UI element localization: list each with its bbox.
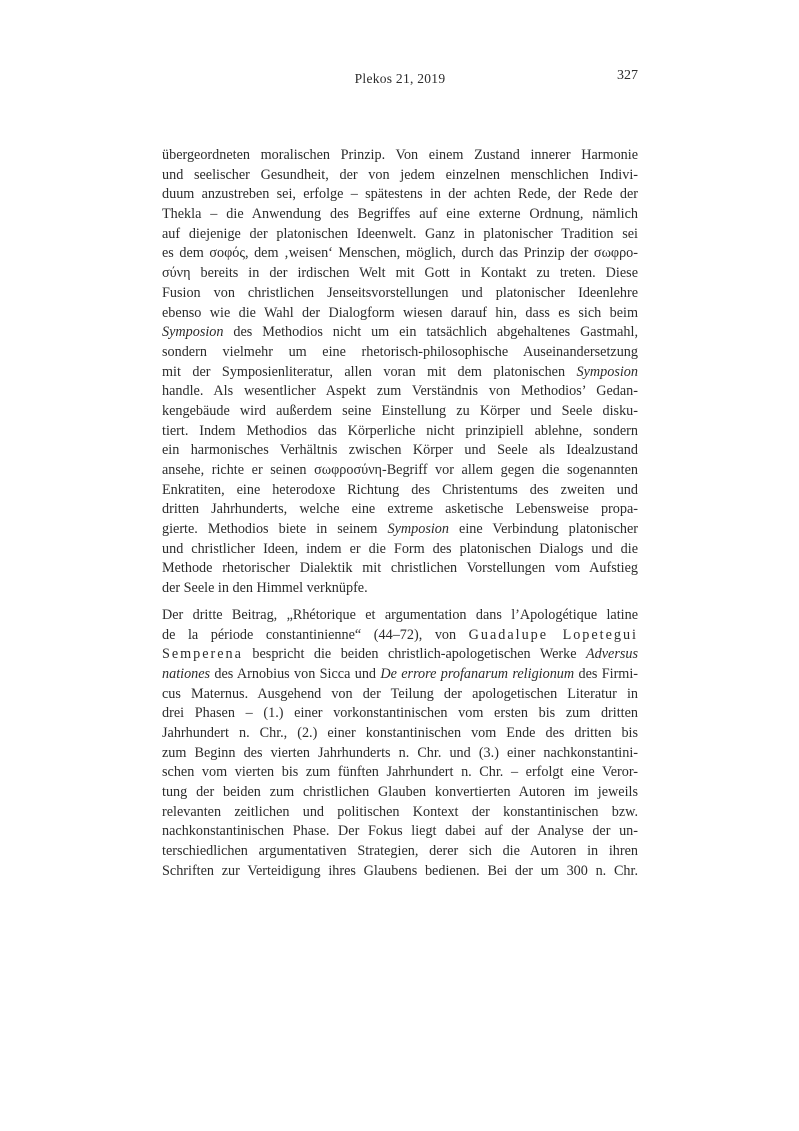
text-line — [162, 264, 638, 284]
body-text-segment: ansehe, richte er seinen σωφροσύνη-Begriff vor allem gegen die sogenannten — [162, 462, 638, 478]
italic-text: Adversus — [585, 646, 638, 663]
text-line — [162, 626, 638, 646]
text-line — [162, 304, 638, 324]
body-text-segment: bespricht die beiden christlich-apologetischen Werke — [242, 646, 586, 663]
body-text-segment: auf diejenige der platonischen Ideenwelt. Ganz in platonischer Tradition sei — [162, 225, 638, 242]
body-text-segment: mit der Symposienliteratur, allen voran mit dem platonischen — [162, 363, 577, 380]
body-text-segment: handle. Als wesentlicher Aspekt zum Verständnis von Methodios’ Gedan- — [162, 383, 638, 400]
body-text-segment: und christlicher Ideen, indem er die Form des platonischen Dialogs und die — [162, 540, 638, 557]
body-text-segment: gierte. Methodios biete in seinem — [162, 521, 388, 538]
body-text-segment: Der dritte Beitrag, „Rhétorique et argumentation dans l’Apologétique latine — [162, 606, 638, 623]
body-text-segment: der Seele in den Himmel verknüpfe. — [162, 580, 368, 597]
body-text-segment: übergeordneten moralischen Prinzip. Von einem Zustand innerer Harmonie — [162, 147, 638, 163]
body-text — [162, 146, 638, 881]
italic-text: Symposion — [387, 521, 449, 538]
body-text-segment: sondern vielmehr um eine rhetorisch-philosophische Auseinandersetzung — [162, 343, 638, 360]
text-line — [162, 441, 638, 461]
text-line — [162, 803, 638, 823]
body-text-segment: es dem σοφός, dem ‚weisen‘ Menschen, möglich, durch das Prinzip der σωφρο- — [162, 245, 638, 262]
body-text-segment: des Arnobius von Sicca und — [210, 665, 381, 682]
text-line — [162, 343, 638, 363]
text-line — [162, 500, 638, 520]
italic-text: De errore profanarum religionum — [380, 665, 575, 682]
text-line — [162, 185, 638, 205]
body-text-segment: Enkratiten, eine heterodoxe Richtung des Christentums des zweiten und — [162, 481, 638, 498]
text-line — [162, 665, 638, 685]
body-text-segment: des Methodios nicht um ein tatsächlich abgehaltenes Gastmahl, — [223, 324, 638, 341]
text-line — [162, 382, 638, 402]
text-line — [162, 402, 638, 422]
body-text-segment: terschiedlichen argumentativen Strategien, derer sich die Autoren in ihren — [162, 843, 638, 860]
body-text-segment: Schriften zur Verteidigung ihres Glaubens bedienen. Bei der um 300 n. Chr. — [162, 862, 638, 879]
body-text-segment: nachkonstantinischen Phase. Der Fokus liegt dabei auf der Analyse der un- — [162, 823, 638, 840]
body-text-segment: Thekla – die Anwendung des Begriffes auf eine externe Ordnung, nämlich — [162, 206, 638, 223]
italic-text: Symposion — [576, 363, 638, 380]
text-line — [162, 146, 638, 166]
text-line — [162, 685, 638, 705]
text-line — [162, 744, 638, 764]
italic-text: Symposion — [162, 324, 224, 341]
page-number: 327 — [617, 68, 638, 83]
body-text-segment: des Firmi- — [574, 665, 638, 682]
body-text-segment: ebenso wie die Wahl der Dialogform wiesen darauf hin, dass es sich beim — [162, 304, 638, 321]
text-line — [162, 822, 638, 842]
paragraph — [162, 146, 638, 599]
text-line — [162, 323, 638, 343]
text-line — [162, 205, 638, 225]
text-line — [162, 520, 638, 540]
text-line — [162, 559, 638, 579]
body-text-segment: schen vom vierten bis zum fünften Jahrhundert n. Chr. – erfolgt eine Veror- — [162, 764, 638, 781]
body-text-segment: tung der beiden zum christlichen Glauben konvertierten Autoren im jeweils — [162, 784, 638, 800]
text-line — [162, 645, 638, 665]
text-line — [162, 862, 638, 882]
text-line — [162, 579, 638, 599]
text-line — [162, 704, 638, 724]
spaced-author-name: Guadalupe Lopetegui — [468, 626, 638, 643]
body-text-segment: drei Phasen – (1.) einer vorkonstantinischen vom ersten bis zum dritten — [162, 705, 638, 722]
text-line — [162, 422, 638, 442]
body-text-segment: kengebäude wird außerdem seine Einstellung zu Körper und Seele disku- — [162, 402, 638, 419]
text-line — [162, 842, 638, 862]
body-text-segment: relevanten zeitlichen und politischen Kontext der konstantinischen bzw. — [162, 803, 638, 820]
text-line — [162, 606, 638, 626]
text-line — [162, 225, 638, 245]
text-line — [162, 724, 638, 744]
body-text-segment: tiert. Indem Methodios das Körperliche nicht prinzipiell ablehne, sondern — [162, 422, 638, 439]
spaced-author-name: Semperena — [162, 646, 243, 663]
body-text-segment: und seelischer Gesundheit, der von jedem einzelnen menschlichen Indivi- — [162, 166, 638, 183]
body-text-segment: cus Maternus. Ausgehend von der Teilung der apologetischen Literatur in — [162, 685, 638, 702]
body-text-segment: eine Verbindung platonischer — [448, 521, 638, 538]
body-text-segment: duum anzustreben sei, erfolge – spätestens in der achten Rede, der Rede der — [162, 186, 638, 203]
journal-header: Plekos 21, 2019 — [354, 71, 446, 86]
text-line — [162, 166, 638, 186]
body-text-segment: Methode rhetorischer Dialektik mit christlichen Vorstellungen vom Aufstieg — [162, 560, 638, 577]
running-header — [162, 68, 638, 87]
body-text-segment: dritten Jahrhunderts, welche eine extreme asketische Lebensweise propa- — [162, 501, 638, 518]
text-line — [162, 783, 638, 803]
text-line — [162, 363, 638, 383]
italic-text: nationes — [162, 665, 211, 682]
body-text-segment: σύνη bereits in der irdischen Welt mit Gott in Kontakt zu treten. Diese — [162, 265, 638, 282]
text-line — [162, 481, 638, 501]
text-line — [162, 540, 638, 560]
body-text-segment: de la période constantinienne“ (44–72), von — [162, 626, 469, 643]
text-line — [162, 461, 638, 481]
body-text-segment: Fusion von christlichen Jenseitsvorstellungen und platonischer Ideenlehre — [162, 284, 638, 301]
text-line — [162, 763, 638, 783]
body-text-segment: ein harmonisches Verhältnis zwischen Körper und Seele als Idealzustand — [162, 442, 638, 459]
body-text-segment: Jahrhundert n. Chr., (2.) einer konstantinischen vom Ende des dritten bis — [162, 724, 638, 741]
text-line — [162, 244, 638, 264]
body-text-segment: zum Beginn des vierten Jahrhunderts n. Chr. und (3.) einer nachkonstantini- — [162, 744, 638, 761]
paragraph — [162, 606, 638, 882]
text-line — [162, 284, 638, 304]
